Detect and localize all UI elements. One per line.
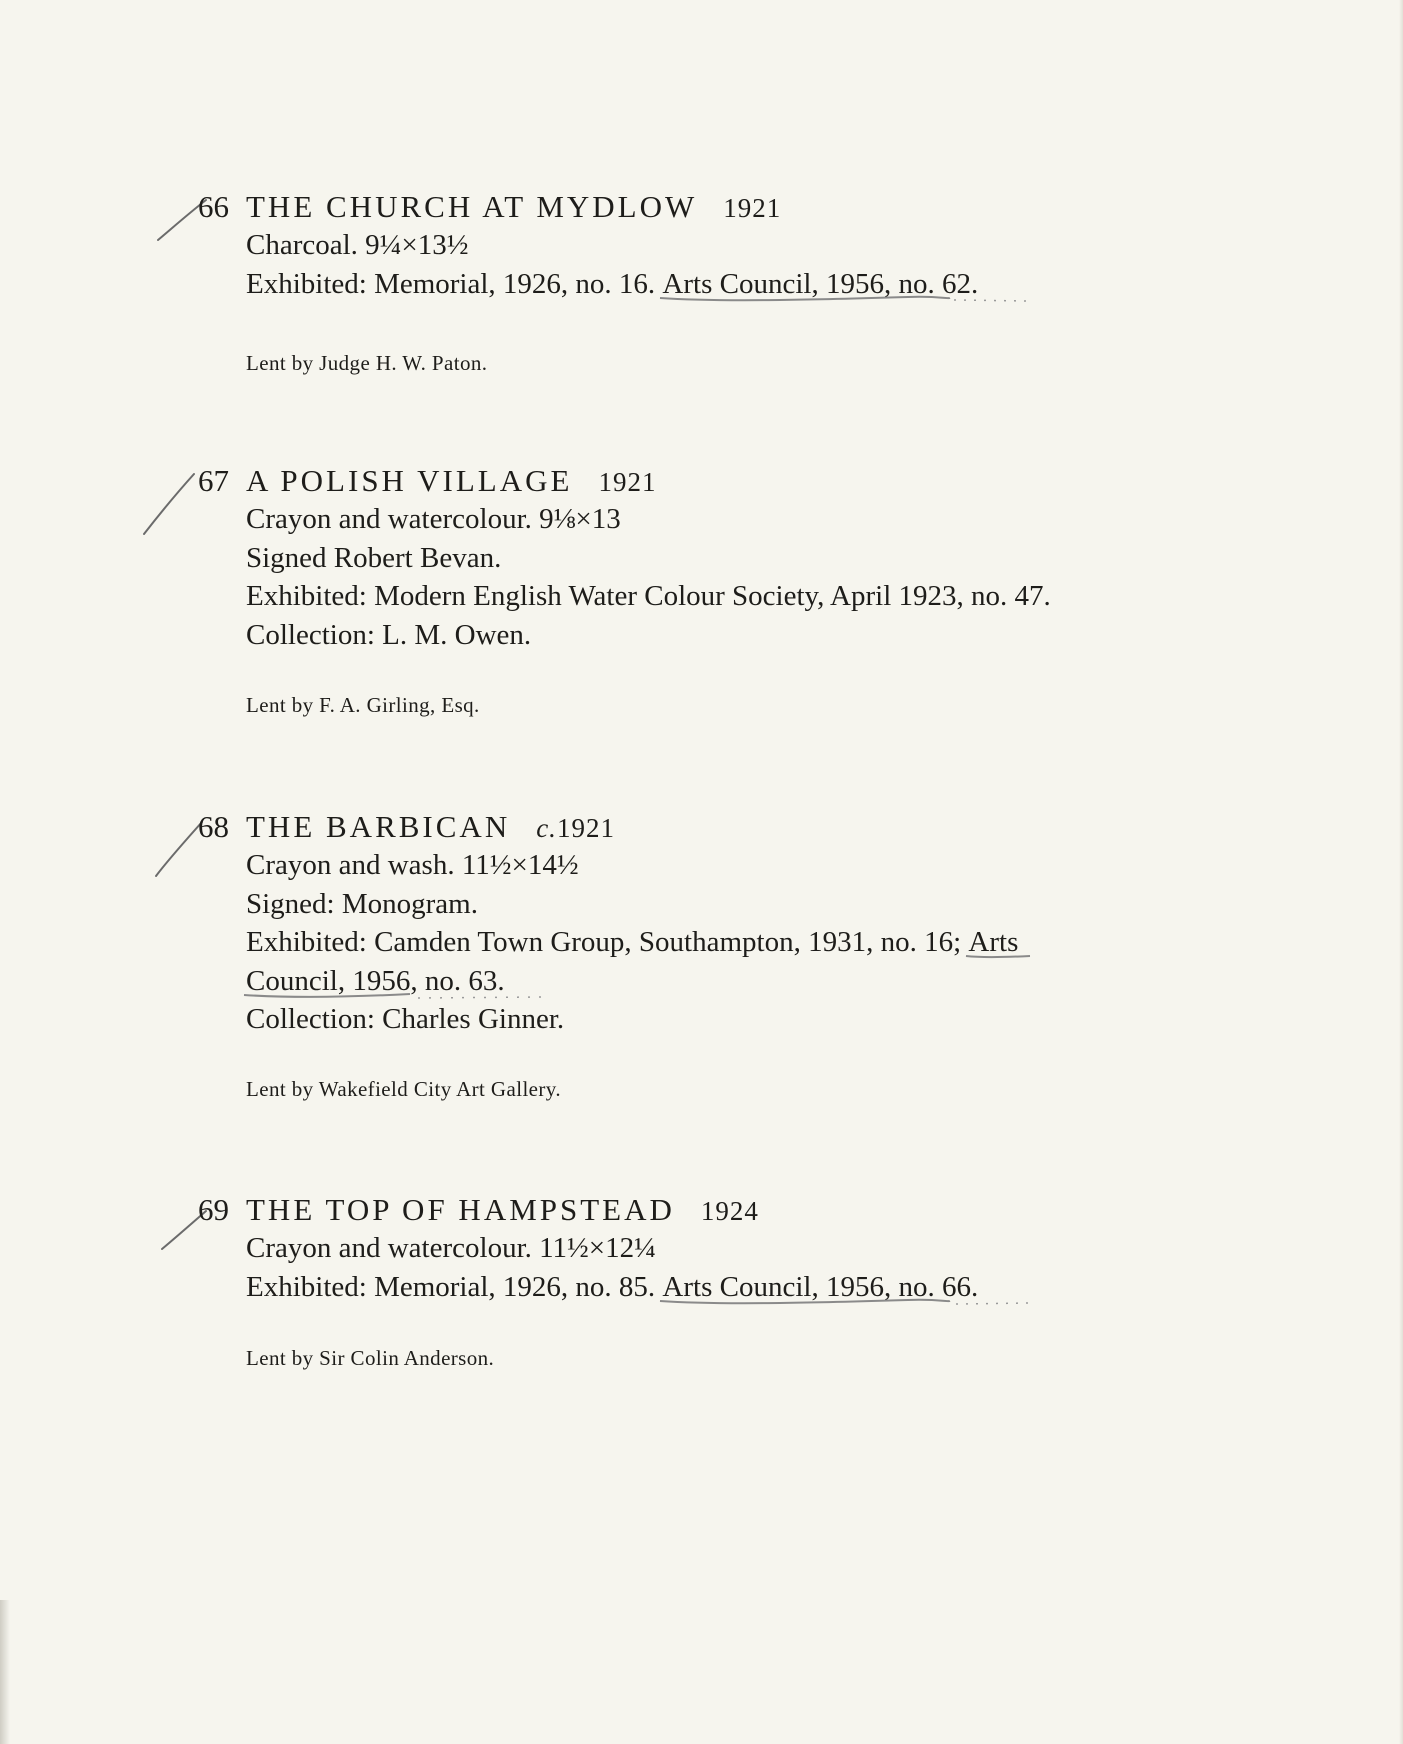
entry-exhibited: Exhibited: Camden Town Group, Southampton, 1931, no. 16; Arts [246,923,1018,962]
entry-number: 67 [198,463,229,498]
entry-year: c.1921 [536,813,615,843]
pencil-underlined-text: Council, 1956, no. 63. [246,962,505,1001]
entry-title: THE CHURCH AT MYDLOW [246,189,698,224]
entry-title: A POLISH VILLAGE [246,463,573,498]
entry-medium: Charcoal. 9¼×13½ [246,229,469,261]
entry-lender: Lent by F. A. Girling, Esq. [246,693,480,717]
entry-exhibited: Exhibited: Modern English Water Colour Society, April 1923, no. 47. [246,580,1051,612]
pencil-underline-mark-icon [658,1295,1038,1309]
entry-signature: Signed Robert Bevan. [246,541,502,574]
pencil-underlined-text: Arts Council, 1956, no. 66. [662,1268,978,1307]
pencil-underlined-text: Arts [968,923,1018,962]
entry-number: 69 [198,1192,229,1227]
entry-exhibited: Exhibited: Memorial, 1926, no. 85. Arts Council, 1956, no. 66. [246,1268,978,1307]
entry-number: 66 [198,189,229,224]
entry-lender: Lent by Wakefield City Art Gallery. [246,1077,561,1101]
pencil-underlined-text: Arts Council, 1956, no. 62. [662,265,978,304]
entry-year: 1924 [700,1196,759,1226]
entry-medium: Crayon and wash. 11½×14½ [246,849,579,881]
entry-number: 68 [198,809,229,844]
entry-lender: Lent by Judge H. W. Paton. [246,351,488,375]
page-binding-shadow [0,1600,10,1744]
entry-signature: Signed: Monogram. [246,887,478,920]
entry-title: THE BARBICAN [246,809,511,844]
entry-collection: Collection: L. M. Owen. [246,618,532,651]
entry-medium: Crayon and watercolour. 9⅛×13 [246,503,621,535]
entry-exhibited-continued [246,962,1018,1001]
entry-year: 1921 [723,193,782,223]
entry-collection: Collection: Charles Ginner. [246,1003,565,1035]
entry-medium: Crayon and watercolour. 11½×12¼ [246,1232,656,1264]
page-edge [1399,0,1403,1744]
pencil-underline-mark-icon [658,292,1038,306]
entry-lender: Lent by Sir Colin Anderson. [246,1346,495,1370]
entry-title: THE TOP OF HAMPSTEAD [246,1192,675,1227]
entry-year: 1921 [598,467,657,497]
entry-exhibited: Exhibited: Memorial, 1926, no. 16. Arts Council, 1956, no. 62. [246,265,978,304]
